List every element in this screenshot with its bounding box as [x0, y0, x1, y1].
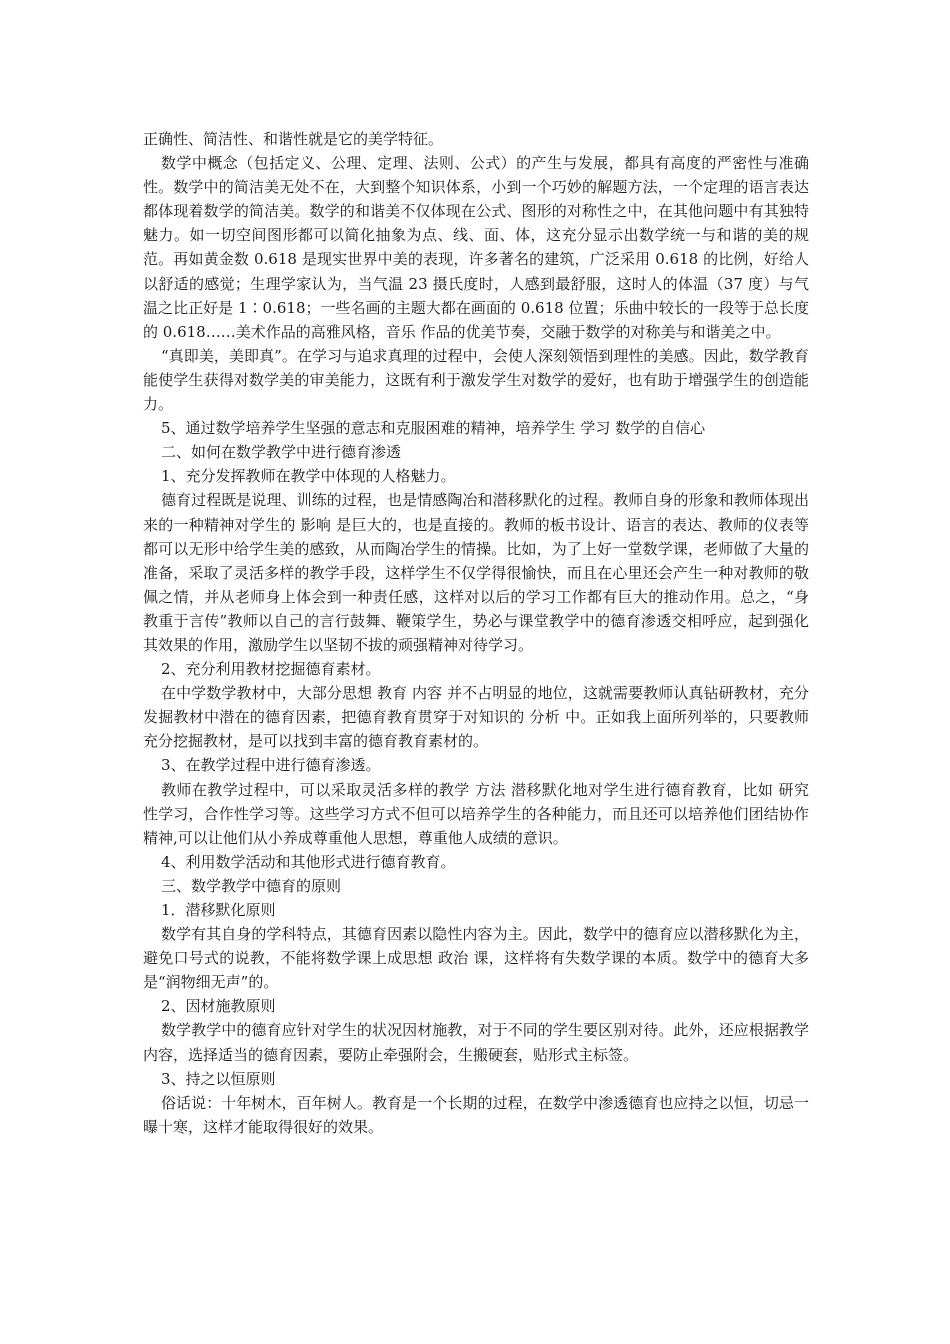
heading-item-5: 5、通过数学培养学生坚强的意志和克服困难的精神，培养学生 学习 数学的自信心	[161, 419, 706, 438]
heading-item-2: 2、充分利用教材挖掘德育素材。	[161, 660, 381, 679]
paragraph-truth-beauty: “真即美，美即真”。在学习与追求真理的过程中，会使人深刻领悟到理性的美感。因此，数学教育能使学生获得对数学美的审美能力，这既有利于激发学生对数学的爱好，也有助于增强学生的创造能力。	[143, 346, 809, 414]
paragraph-teacher-charm: 德育过程既是说理、训练的过程，也是情感陶冶和潜移默化的过程。教师自身的形象和教师体现出来的一种精神对学生的 影响 是巨大的，也是直接的。教师的板书设计、语言的表达、教师的仪表等都可以无形中给学生美的感致，从而陶冶学生的情操。比如，为了上好一堂数学课，老师做了大量的准备，采取了灵活多样的教学手段，这样学生不仅学得很愉快，而且在心里还会产生一种对教师的敬佩之情，并从老师身上体会到一种责任感，这样对以后的学习工作都有巨大的推动作用。总之，“身教重于言传”教师以自己的言行鼓舞、鞭策学生，势必与课堂教学中的德育渗透交相呼应，起到强化其效果的作用，激励学生以坚韧不拔的顽强精神对待学习。	[143, 491, 809, 654]
paragraph-implicit-principle: 数学有其自身的学科特点，其德育因素以隐性内容为主。因此，数学中的德育应以潜移默化为主，避免口号式的说教，不能将数学课上成思想 政治 课，这样将有失数学课的本质。数学中的德育大多是“润物细无声”的。	[143, 925, 809, 992]
heading-item-1: 1、充分发挥教师在教学中体现的人格魅力。	[161, 467, 456, 486]
document-body	[143, 127, 809, 1139]
heading-section-3: 三、数学教学中德育的原则	[161, 876, 342, 895]
heading-principle-3: 3、持之以恒原则	[161, 1069, 276, 1088]
heading-item-4: 4、利用数学活动和其他形式进行德育教育。	[161, 852, 456, 871]
paragraph-textbook-material: 在中学数学教材中，大部分思想 教育 内容 并不占明显的地位，这就需要教师认真钻研教材，充分发掘教材中潜在的德育因素，把德育教育贯穿于对知识的 分析 中。正如我上面所列举的，只要教师充分挖掘教材，是可以找到丰富的德育教育素材的。	[143, 684, 809, 751]
heading-principle-1: 1．潜移默化原则	[161, 901, 276, 919]
paragraph-concise-harmony: 数学中概念（包括定义、公理、定理、法则、公式）的产生与发展，都具有高度的严密性与准确性。数学中的简洁美无处不在，大到整个知识体系，小到一个巧妙的解题方法，一个定理的语言表达都体现着数学的简洁美。数学的和谐美不仅体现在公式、图形的对称性之中，在其他问题中有其独特魅力。如一切空间图形都可以简化抽象为点、线、面、体，这充分显示出数学统一与和谐的美的规范。再如黄金数 0.618 是现实世界中美的表现，许多著名的建筑，广泛采用 0.618 的比例，好给人以舒适的感觉；生理学家认为，当气温 23 摄氏度时，人感到最舒服，这时人的体温（37 度）与气温之比正好是 1∶0.618；一些名画的主题大都在画面的 0.618 位置；乐曲中较长的一段等于总长度的 0.618……美术作品的高雅风格，音乐 作品的优美节奏，交融于数学的对称美与和谐美之中。	[143, 154, 809, 341]
paragraph-perseverance: 俗话说：十年树木，百年树人。教育是一个长期的过程，在数学中渗透德育也应持之以恒，切忌一曝十寒，这样才能取得很好的效果。	[143, 1093, 809, 1136]
paragraph-teaching-process: 教师在教学过程中，可以采取灵活多样的教学 方法 潜移默化地对学生进行德育教育，比如 研究 性学习，合作性学习等。这些学习方式不但可以培养学生的各种能力，而且还可以培养他们团结协作精神,可以让他们从小养成尊重他人思想，尊重他人成绩的意识。	[143, 780, 809, 847]
heading-principle-2: 2、因材施教原则	[161, 997, 276, 1016]
heading-item-3: 3、在教学过程中进行德育渗透。	[161, 756, 381, 775]
heading-section-2: 二、如何在数学教学中进行德育渗透	[161, 443, 402, 462]
paragraph-aesthetic-features: 正确性、简洁性、和谐性就是它的美学特征。	[143, 130, 444, 148]
paragraph-individual-teaching: 数学教学中的德育应针对学生的状况因材施教，对于不同的学生要区别对待。此外，还应根据教学内容，选择适当的德育因素，要防止牵强附会，生搬硬套，贴形式主标签。	[143, 1021, 809, 1064]
